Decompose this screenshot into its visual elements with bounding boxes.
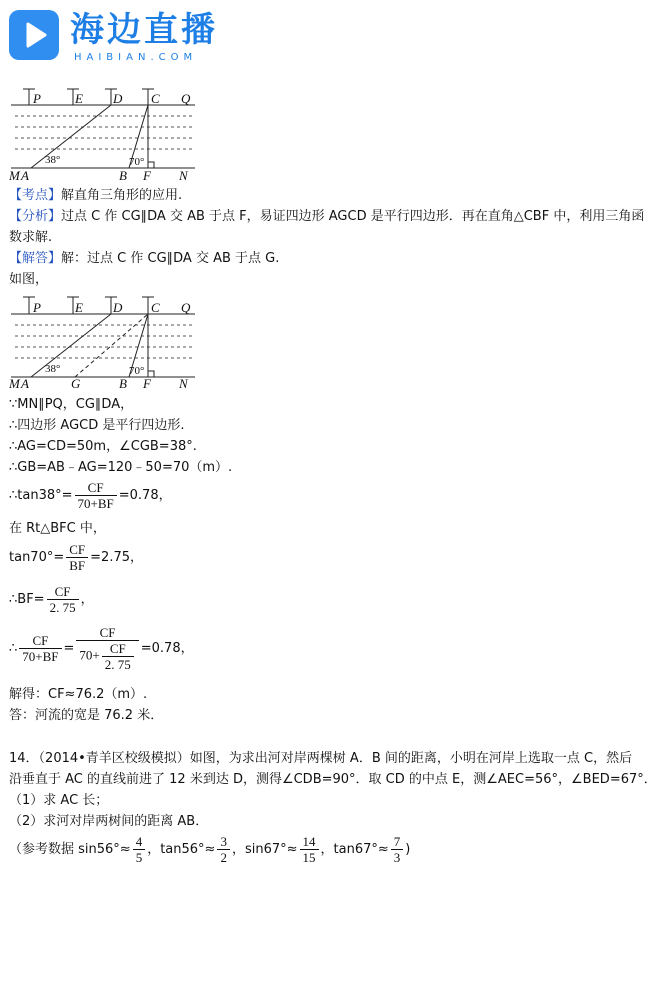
- problem14-line2: 沿垂直于 AC 的直线前进了 12 米到达 D，测得∠CDB=90°．取 CD 的中点 E，测∠AEC=56°，∠BED=67°．: [9, 772, 657, 787]
- play-icon: [9, 10, 59, 60]
- fraction: $\frac{CF}{70+BF}$: [75, 480, 117, 511]
- label2-D: D: [113, 300, 123, 315]
- angle-70: 70°: [129, 156, 145, 168]
- label-C: C: [151, 91, 160, 106]
- fraction: $\frac{CF}{BF}$: [66, 542, 88, 573]
- step-7: tan70°= $\frac{CF}{BF}$ =2.75，: [9, 542, 143, 573]
- step-5: ∴tan38°= $\frac{CF}{70+BF}$ =0.78，: [9, 480, 172, 511]
- step-10: 解得：CF≈76.2（m）.: [9, 687, 148, 702]
- angle2-38: 38°: [45, 363, 61, 375]
- label2-Q: Q: [181, 300, 191, 315]
- step-4: ∴GB=AB﹣AG=120﹣50=70（m）.: [9, 460, 233, 475]
- fraction: $\frac{14}{15}$: [300, 834, 319, 865]
- label2-M: M: [9, 376, 20, 390]
- jieda-line: 【解答】解：过点 C 作 CG∥DA 交 AB 于点 G.: [9, 251, 280, 266]
- label-E: E: [75, 91, 83, 106]
- label-F: F: [143, 168, 151, 182]
- label-A: A: [21, 168, 29, 182]
- fraction: $\frac{7}{3}$: [391, 834, 404, 865]
- river-figure-2: [9, 292, 199, 390]
- problem14-line1: 14．（2014•青羊区校级模拟）如图，为求出河对岸两棵树 A．B 间的距离，小明在河岸上选取一点 C，然后: [9, 751, 633, 766]
- fraction: $\frac{CF}{2. 75}$: [47, 584, 79, 615]
- step-1: ∵MN∥PQ，CG∥DA，: [9, 397, 134, 412]
- problem14-reference: （参考数据 sin56°≈ $\frac{4}{5}$ ，tan56°≈ $\frac{3}{2}$ ，sin67°≈ $\frac{14}{15}$ ，tan67°≈ $\frac{7}{3}$ ): [9, 834, 411, 865]
- label-B: B: [119, 168, 127, 182]
- step-2: ∴四边形 AGCD 是平行四边形.: [9, 418, 185, 433]
- label2-G: G: [71, 376, 81, 390]
- label2-F: F: [143, 376, 151, 390]
- fraction: $\frac{4}{5}$: [133, 834, 146, 865]
- complex-fraction: CF 70+ $\frac{CF}{2. 75}$: [76, 625, 138, 672]
- logo-title: 海边直播: [70, 10, 218, 50]
- step-6: 在 Rt△BFC 中，: [9, 521, 106, 536]
- label2-A: A: [21, 376, 29, 390]
- fraction: $\frac{CF}{70+BF}$: [19, 633, 61, 664]
- step-9: ∴ $\frac{CF}{70+BF}$ = CF 70+ $\frac{CF}{2. 75}$ =0.78，: [9, 625, 194, 672]
- label-P: P: [33, 91, 41, 106]
- angle2-70: 70°: [129, 365, 145, 377]
- logo-icon: [9, 10, 59, 60]
- label-M: M: [9, 168, 20, 182]
- label2-P: P: [33, 300, 41, 315]
- problem14-q1: （1）求 AC 长；: [9, 793, 109, 808]
- problem14-q2: （2）求河对岸两树间的距离 AB．: [9, 814, 209, 829]
- label2-E: E: [75, 300, 83, 315]
- angle-38: 38°: [45, 154, 61, 166]
- label2-C: C: [151, 300, 160, 315]
- label-N: N: [179, 168, 188, 182]
- rutu-line: 如图，: [9, 272, 49, 287]
- step-8: ∴BF= $\frac{CF}{2. 75}$ ，: [9, 584, 94, 615]
- label2-N: N: [179, 376, 188, 390]
- fraction: $\frac{3}{2}$: [217, 834, 230, 865]
- kaodian-line: 【考点】解直角三角形的应用.: [9, 188, 183, 203]
- label-Q: Q: [181, 91, 191, 106]
- river-figure-1: [9, 86, 199, 182]
- step-11: 答：河流的宽是 76.2 米．: [9, 708, 164, 723]
- logo-subtitle: HAIBIAN.COM: [74, 52, 198, 63]
- step-3: ∴AG=CD=50m，∠CGB=38°.: [9, 439, 197, 454]
- fenxi-line-2: 数求解.: [9, 230, 53, 245]
- inner-fraction: $\frac{CF}{2. 75}$: [102, 641, 134, 672]
- label-D: D: [113, 91, 123, 106]
- fenxi-line: 【分析】过点 C 作 CG∥DA 交 AB 于点 F，易证四边形 AGCD 是平行四边形．再在直角△CBF 中，利用三角函: [9, 209, 645, 224]
- label2-B: B: [119, 376, 127, 390]
